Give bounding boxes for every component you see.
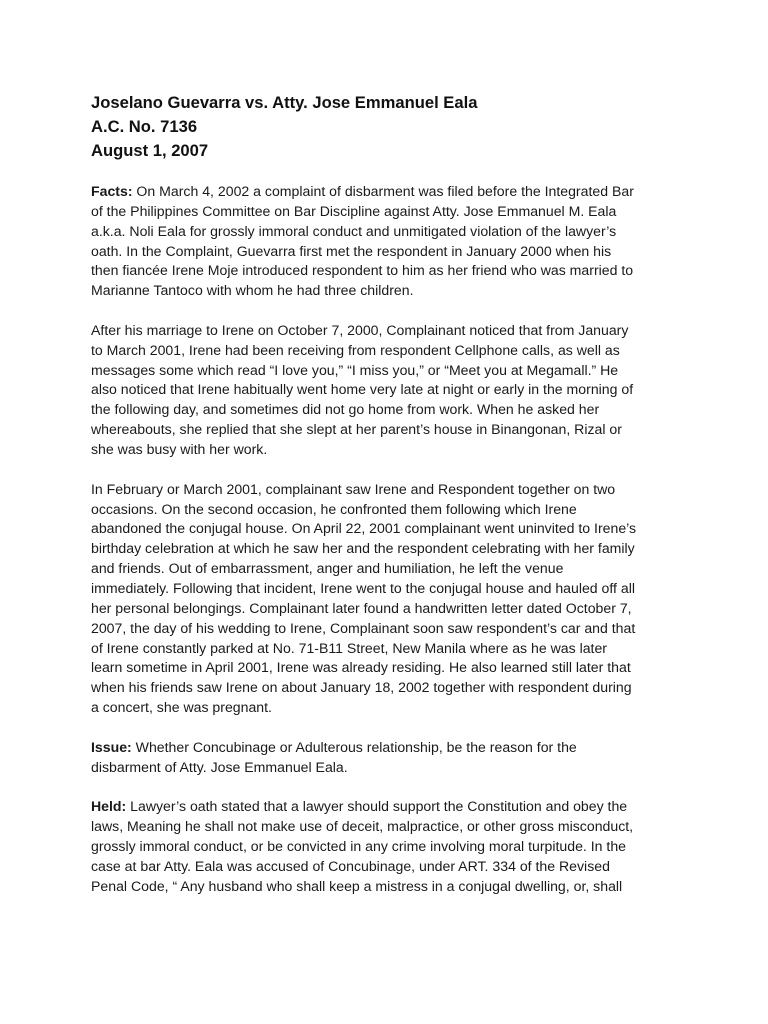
facts-line: of the Philippines Committee on Bar Discipline against Atty. Jose Emmanuel M. Eala xyxy=(91,202,617,219)
paragraph-line: of Irene constantly parked at No. 71-B11 Street, New Manila where as he was later xyxy=(91,639,607,656)
facts-line-text: On March 4, 2002 a complaint of disbarment was filed before the Integrated Bar xyxy=(132,183,634,199)
held-line-text: Lawyer’s oath stated that a lawyer should support the Constitution and obey the xyxy=(126,798,628,815)
paragraph-line: she was busy with her work. xyxy=(91,441,268,458)
held-paragraph xyxy=(91,797,681,896)
issue-line xyxy=(91,738,681,758)
facts-line: oath. In the Complaint, Guevarra first met the respondent in January 2000 when his xyxy=(91,242,612,259)
facts-line: a.k.a. Noli Eala for grossly immoral conduct and unmitigated violation of the lawyer’s xyxy=(91,222,617,239)
issue-line: disbarment of Atty. Jose Emmanuel Eala. xyxy=(91,758,348,775)
paragraph-line: when his friends saw Irene on about January 18, 2002 together with respondent during xyxy=(91,679,632,696)
paragraph-line: In February or March 2001, complainant saw Irene and Respondent together on two xyxy=(91,480,616,497)
paragraph-line: immediately. Following that incident, Irene went to the conjugal house and hauled off all xyxy=(91,579,635,596)
paragraph-line: and friends. Out of embarrassment, anger and humiliation, he left the venue xyxy=(91,560,564,577)
held-label: Held: xyxy=(91,798,127,815)
case-title-block xyxy=(91,91,681,163)
paragraph-line: to March 2001, Irene had been receiving from respondent Cellphone calls, as well as xyxy=(91,341,620,358)
paragraph-line: After his marriage to Irene on October 7, 2000, Complainant noticed that from January xyxy=(91,321,629,338)
held-line: grossly immoral conduct, or be convicted in any crime involving moral turpitude. In the xyxy=(91,838,627,855)
held-line: case at bar Atty. Eala was accused of Concubinage, under ART. 334 of the Revised xyxy=(91,857,610,874)
events-paragraph xyxy=(91,480,681,718)
case-title: Joselano Guevarra vs. Atty. Jose Emmanuel Eala xyxy=(91,93,478,112)
document-content xyxy=(91,91,681,916)
facts-paragraph xyxy=(91,182,681,301)
paragraph-line: whereabouts, she replied that she slept at her parent’s house in Binangonan, Rizal or xyxy=(91,421,622,438)
paragraph-line: occasions. On the second occasion, he confronted them following which Irene xyxy=(91,500,577,517)
held-line xyxy=(91,797,681,817)
paragraph-line: a concert, she was pregnant. xyxy=(91,699,272,716)
paragraph-line: 2007, the day of his wedding to Irene, Complainant soon saw respondent’s car and that xyxy=(91,619,636,636)
paragraph-line: abandoned the conjugal house. On April 22, 2001 complainant went uninvited to Irene’s xyxy=(91,520,637,537)
held-line: laws, Meaning he shall not make use of deceit, malpractice, or other gross misconduct, xyxy=(91,818,634,835)
facts-label: Facts: xyxy=(91,183,133,199)
facts-line: then fiancée Irene Moje introduced respondent to him as her friend who was married to xyxy=(91,262,634,279)
issue-paragraph xyxy=(91,738,681,778)
issue-label: Issue: xyxy=(91,738,132,755)
paragraph-line: also noticed that Irene habitually went home very late at night or early in the morning of xyxy=(91,381,634,398)
paragraph-line: the following day, and sometimes did not go home from work. When he asked her xyxy=(91,401,600,418)
facts-line xyxy=(91,182,681,202)
marriage-paragraph xyxy=(91,321,681,460)
issue-line-text: Whether Concubinage or Adulterous relationship, be the reason for the xyxy=(131,738,577,755)
held-line: Penal Code, “ Any husband who shall keep a mistress in a conjugal dwelling, or, shall xyxy=(91,877,623,894)
facts-line: Marianne Tantoco with whom he had three children. xyxy=(91,282,414,299)
paragraph-line: messages some which read “I love you,” “I miss you,” or “Meet you at Megamall.” He xyxy=(91,361,619,378)
paragraph-line: birthday celebration at which he saw her and the respondent celebrating with her family xyxy=(91,540,635,557)
paragraph-line: her personal belongings. Complainant later found a handwritten letter dated October 7, xyxy=(91,599,632,616)
case-number: A.C. No. 7136 xyxy=(91,117,198,136)
paragraph-line: learn sometime in April 2001, Irene was already residing. He also learned still later that xyxy=(91,659,631,676)
case-date: August 1, 2007 xyxy=(91,141,209,160)
